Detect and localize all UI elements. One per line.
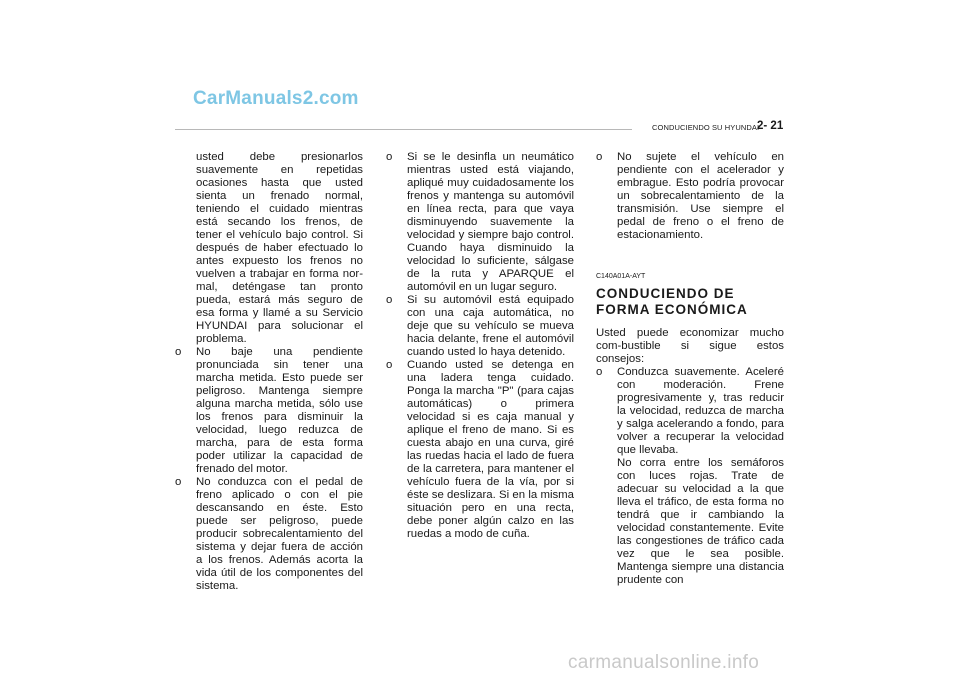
bullet-item [596,151,784,242]
bullet-marker: o [386,294,393,306]
bullet-marker: o [386,359,393,371]
bullet-item [175,476,363,593]
bullet-item [175,346,363,476]
continuation-paragraph: No corra entre los semáforos con luces rojas. Trate de adecuar su velocidad a la que lleva el tráfico, de esta forma no tendrá que ir cambiando la velocidad constantemente. Evite las congestiones de tráfico cada vez que le sea posible. Mantenga siempre una distancia prudente con [617,457,784,586]
bullet-item [386,151,574,294]
bullet-marker: o [175,476,182,488]
page-number: 2- 21 [757,120,784,132]
bullet-marker: o [596,151,603,163]
bullet-text: Cuando usted se detenga en una ladera tenga cuidado. Ponga la marcha "P" (para cajas automáticas) o primera velocidad si es caja manual y aplique el freno de mano. Si es cuesta abajo en una curva, giré las ruedas hacia el lado de fuera de la carretera, para mantener el vehículo fuera de la vía, por si éste se deslizara. Si en la misma situación pero en una recta, debe poner algún calzo en las ruedas a modo de cuña. [407,359,574,540]
bullet-text: Si se le desinfla un neumático mientras usted está viajando, apliqué muy cuidadosamente los frenos y mantenga su automóvil en línea recta, para que vaya disminuyendo suavemente la velocidad y siempre bajo control. Cuando haya disminuido la velocidad lo suficiente, sálgase de la ruta y APARQUE el automóvil en un lugar seguro. [407,151,574,293]
watermark-carmanuals2: CarManuals2.com [193,88,359,109]
bullet-item [386,294,574,359]
text-column-2 [386,151,574,541]
watermark-carmanualsonline: carmanualsonline.info [568,652,760,673]
bullet-marker: o [596,366,603,378]
bullet-text: No baje una pendiente pronunciada sin tener una marcha metida. Esto puede ser peligroso. Mantenga siempre alguna marcha metida, sólo use los frenos para disminuir la velocidad, luego reduzca de marcha, para de esta forma poder utilizar la capacidad de frenado del motor. [196,346,363,475]
bullet-item [596,366,784,457]
header-rule [175,129,632,130]
bullet-marker: o [386,151,393,163]
intro-paragraph: Usted puede economizar mucho com-bustible si sigue estos consejos: [596,327,784,365]
header-section-title: CONDUCIENDO SU HYUNDAI [652,123,760,132]
bullet-text: No sujete el vehículo en pendiente con el acelerador y embrague. Esto podría provocar un sobrecalentamiento de la transmisión. Use siempre el pedal de freno o el freno de estacionamiento. [617,151,784,241]
text-column-3 [596,151,784,587]
bullet-text: Conduzca suavemente. Aceleré con moderación. Frene progresivamente y, tras reducir la velocidad, reduzca de marcha y salga acelerando a fondo, para volver a recuperar la velocidad que llevaba. [617,366,784,456]
continuation-paragraph: usted debe presionarlos suavemente en repetidas ocasiones hasta que usted sienta un frenado normal, teniendo el cuidado mientras está secando los frenos, de tener el vehículo bajo control. Si después de haber efectuado lo antes expuesto los frenos no vuelven a trabajar en forma nor-mal, deténgase tan pronto pueda, estará más seguro de esa forma y llamé a su Servicio HYUNDAI para solucionar el problema. [196,151,363,345]
bullet-item [386,359,574,541]
bullet-marker: o [175,346,182,358]
section-heading: CONDUCIENDO DE FORMA ECONÓMICA [596,286,748,317]
section-code: C140A01A-AYT [596,273,646,280]
bullet-text: Si su automóvil está equipado con una caja automática, no deje que su vehículo se mueva hacia delante, frene el automóvil cuando usted lo haya detenido. [407,294,574,358]
text-column-1 [175,151,363,593]
bullet-text: No conduzca con el pedal de freno aplicado o con el pie descansando en éste. Esto puede ser peligroso, puede producir sobrecalentamiento del sistema y dejar fuera de acción a los frenos. Además acorta la vida útil de los componentes del sistema. [196,476,363,592]
